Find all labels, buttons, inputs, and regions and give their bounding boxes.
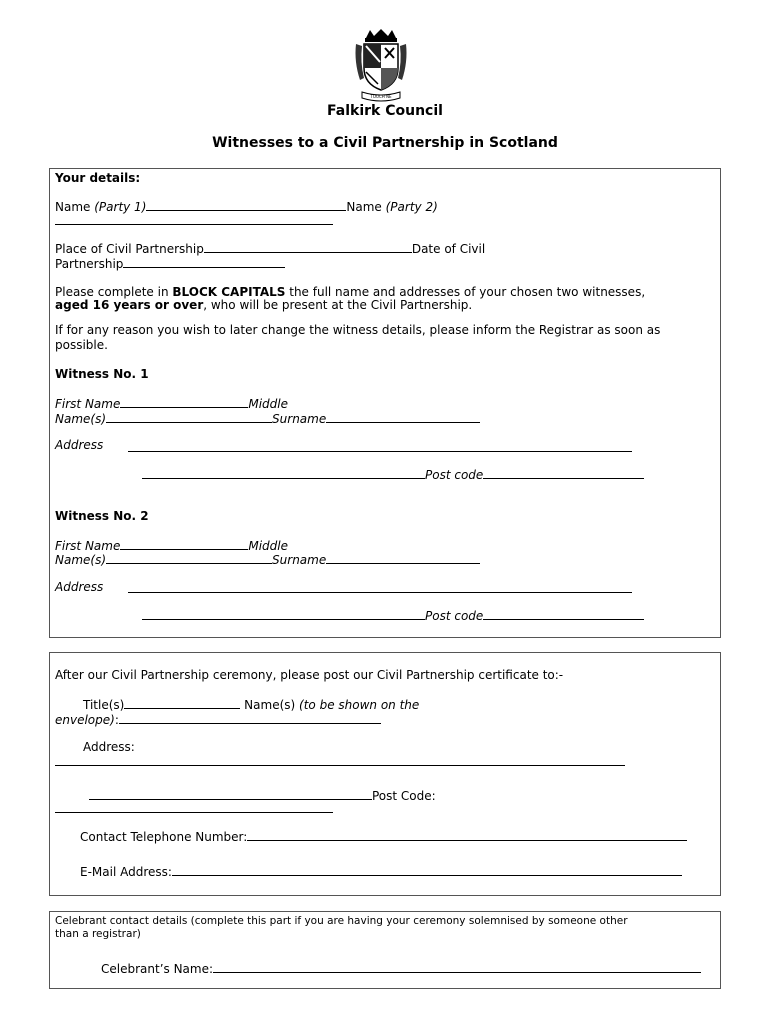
post-title-field[interactable]	[124, 697, 240, 709]
witness2-heading: Witness No. 2	[55, 509, 149, 523]
witness2-first-name-field[interactable]	[120, 538, 248, 550]
witness1-middle-row: Name(s) Surname	[55, 411, 480, 426]
party1-name-field[interactable]	[146, 199, 346, 211]
post-address-field[interactable]	[55, 765, 625, 766]
witness2-middle-name-field[interactable]	[106, 552, 272, 564]
witness1-first-name-field[interactable]	[120, 396, 248, 408]
post-phone-field[interactable]	[247, 829, 687, 841]
witness1-address-label: Address	[55, 438, 104, 452]
instructions-line2: aged 16 years or over, who will be present at the Civil Partnership.	[55, 298, 473, 312]
post-postcode-row: Post Code:	[89, 788, 436, 803]
certificate-postal-section	[49, 652, 721, 896]
falkirk-crest-logo	[352, 28, 410, 105]
witness1-middle-name-field[interactable]	[106, 411, 272, 423]
party-names-row: Name (Party 1) Name (Party 2)	[55, 200, 438, 214]
change-note-line1: If for any reason you wish to later change the witness details, please inform the Registrar as soon as	[55, 323, 661, 337]
instructions-line1: Please complete in BLOCK CAPITALS the full name and addresses of your chosen two witnesses,	[55, 285, 646, 299]
celebrant-note-line1: Celebrant contact details (complete this part if you are having your ceremony solemnised by someone other	[55, 915, 628, 927]
post-intro: After our Civil Partnership ceremony, please post our Civil Partnership certificate to:-	[55, 668, 564, 682]
witness2-middle-row: Name(s) Surname	[55, 552, 480, 567]
witness2-postcode-field[interactable]	[483, 608, 644, 620]
post-phone-row: Contact Telephone Number:	[80, 829, 687, 844]
place-field[interactable]	[204, 241, 412, 253]
witness1-surname-field[interactable]	[326, 411, 480, 423]
post-email-field[interactable]	[172, 864, 682, 876]
council-name: Falkirk Council	[327, 103, 443, 119]
change-note-line2: possible.	[55, 338, 108, 352]
celebrant-note-line2: than a registrar)	[55, 928, 141, 940]
post-title-row: Title(s) Name(s) (to be shown on the	[83, 698, 420, 712]
post-postcode-field[interactable]	[55, 812, 333, 813]
date-row: Partnership	[55, 256, 285, 271]
witness1-postcode-row: Post code	[142, 467, 644, 482]
witness2-address-label: Address	[55, 580, 104, 594]
date-field[interactable]	[123, 256, 285, 268]
witness2-address-field[interactable]	[128, 592, 632, 593]
witness2-surname-field[interactable]	[326, 552, 480, 564]
witness2-address-line2-field[interactable]	[142, 608, 425, 620]
post-address-line2-field[interactable]	[89, 788, 372, 800]
witness2-postcode-row: Post code	[142, 608, 644, 623]
place-row: Place of Civil Partnership Date of Civil	[55, 242, 486, 256]
witness1-first-name-row: First Name Middle	[55, 397, 288, 411]
witness2-first-name-row: First Name Middle	[55, 539, 288, 553]
witness1-address-line2-field[interactable]	[142, 467, 425, 479]
post-names-field[interactable]	[119, 712, 381, 724]
celebrant-name-row: Celebrant’s Name:	[101, 961, 701, 976]
witness1-heading: Witness No. 1	[55, 367, 149, 381]
your-details-heading: Your details:	[55, 171, 141, 185]
witness1-address-field[interactable]	[128, 451, 632, 452]
celebrant-name-field[interactable]	[213, 961, 701, 973]
party2-name-field[interactable]	[55, 224, 333, 225]
page-title: Witnesses to a Civil Partnership in Scotland	[212, 135, 558, 151]
post-envelope-row: envelope):	[55, 712, 381, 727]
post-address-label: Address:	[83, 740, 135, 754]
post-email-row: E-Mail Address:	[80, 864, 682, 879]
witness1-postcode-field[interactable]	[483, 467, 644, 479]
crest-motto: TOUCH NE	[370, 94, 392, 99]
